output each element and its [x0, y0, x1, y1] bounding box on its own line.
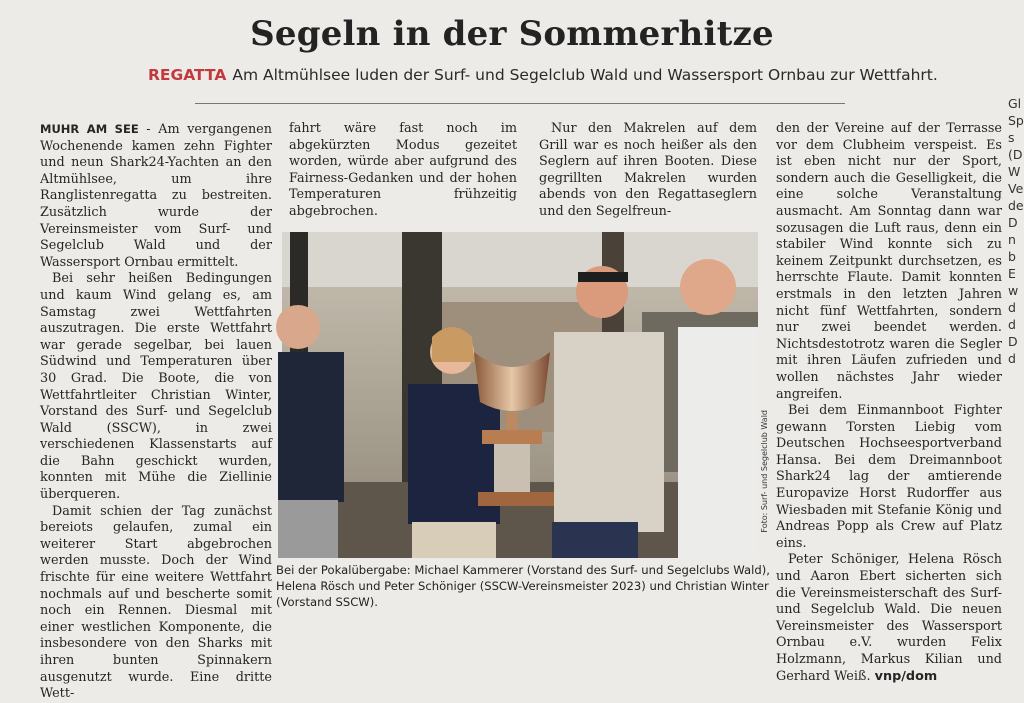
headline-divider — [195, 103, 845, 104]
paragraph: den der Vereine auf der Terrasse vor dem Clubheim verspeist. Es ist eben nicht nur der Sport, sondern auch die Geselligkeit, die eine solche Veranstaltung ausmacht. Am Sonntag dann war sozusagen die Luft raus, denn ein stabiler Wind konnte sich zu keinem Zeitpunkt durchsetzen, es herrschte Flaute. Damit konnten erstmals in den letzten Jahren nicht fünf Wettfahrten, sondern nur zwei beendet werden. Nichtsdestotrotz waren die Segler mit ihren Läufen zufrieden und wollen nächstes Jahr wieder angreifen. — [776, 121, 1002, 402]
edge-line: Sp — [1008, 113, 1024, 128]
subheadline-text: Am Altmühlsee luden der Surf- und Segelclub Wald und Wassersport Ornbau zur Wettfahrt. — [232, 66, 938, 84]
paragraph: Nur den Makrelen auf dem Grill war es noch heißer als den Seglern auf ihren Booten. Diese gegrillten Makrelen wurden abends von den Regattaseglern und den Segelfreun- — [539, 121, 757, 219]
adjacent-column-fragment — [1008, 95, 1024, 515]
paragraph: Bei dem Einmannboot Fighter gewann Torsten Liebig vom Deutschen Hochseesportverband Hansa. Bei dem Dreimannboot Shark24 lag der amtierende Europavize Horst Rudorffer aus Wiesbaden mit Stefanie König und Andreas Popp als Crew auf Platz eins. — [776, 403, 1002, 551]
edge-line: b — [1008, 249, 1016, 264]
article-column-4 — [776, 121, 1002, 685]
dateline: MUHR AM SEE — [40, 122, 139, 136]
edge-line: (D — [1008, 147, 1023, 162]
subheadline — [148, 66, 938, 84]
edge-line: d — [1008, 317, 1016, 332]
paragraph: Bei sehr heißen Bedingungen und kaum Wind gelang es, am Samstag zwei Wettfahrten auszutragen. Die erste Wettfahrt war gerade segelbar, bei lauen Südwind und Temperaturen über 30 Grad. Die Boote, die von Wettfahrtleiter Christian Winter, Vorstand des Surf- und Segelclub Wald (SSCW), in zwei verschiedenen Klassenstarts auf die Bahn geschickt wurden, konnten mit Mühe die Ziellinie überqueren. — [40, 271, 272, 503]
edge-line: d — [1008, 300, 1016, 315]
photo-credit: Foto: Surf- und Segelclub Wald — [760, 410, 769, 533]
section-kicker: REGATTA — [148, 66, 227, 84]
edge-line: E — [1008, 266, 1016, 281]
edge-line: d — [1008, 351, 1016, 366]
article-column-2 — [289, 121, 517, 221]
paragraph — [40, 121, 272, 271]
edge-line: Gl — [1008, 96, 1022, 111]
paragraph: Damit schien der Tag zunächst bereiots gelaufen, zumal ein weiterer Start abgebrochen werden musste. Doch der Wind frischte für eine weitere Wettfahrt nochmals auf und bescherte somit noch ein Rennen. Diesmal mit einer westlichen Komponente, die insbesondere von den Sharks mit ihren bunten Spinnakern ausgenutzt wurde. Eine dritte Wett- — [40, 503, 272, 702]
edge-line: Ve — [1008, 181, 1024, 196]
author-signature: vnp/dom — [874, 668, 938, 684]
edge-line: w — [1008, 283, 1019, 298]
edge-line: s — [1008, 130, 1015, 145]
photo-caption: Bei der Pokalübergabe: Michael Kammerer (Vorstand des Surf- und Segelclubs Wald), Helena Rösch und Peter Schöniger (SSCW-Vereinsmeister 2023) und Christian Winter (Vorstand SSCW). — [276, 563, 770, 609]
article-column-1 — [40, 121, 272, 703]
edge-line: de — [1008, 198, 1024, 213]
paragraph — [776, 552, 1002, 685]
paragraph-text: - Am vergangenen Wochenende kamen zehn Fighter und neun Shark24-Yachten an den Altmühlsee, um ihre Ranglistenregatta zu bestreiten. Zusätzlich wurde der Vereinsmeister vom Surf- und Segelclub Wald und der Wassersport Ornbau ermittelt. — [40, 122, 272, 270]
paragraph-text: Peter Schöniger, Helena Rösch und Aaron Ebert sicherten sich die Vereinsmeisterschaft des Surf- und Segelclub Wald. Die neuen Vereinsmeister des Wassersport Ornbau e.V. wurden Felix Holzmann, Markus Kilian und Gerhard Weiß. — [776, 552, 1002, 684]
edge-line: W — [1008, 164, 1021, 179]
award-photo — [282, 232, 758, 558]
edge-line: D — [1008, 334, 1018, 349]
headline: Segeln in der Sommerhitze — [250, 14, 774, 54]
photo-illustration — [282, 232, 758, 558]
article-column-3 — [539, 121, 757, 221]
paragraph: fahrt wäre fast noch im abgekürzten Modus gezeitet worden, würde aber aufgrund des Fairness-Gedanken und der hohen Temperaturen frühzeitig abgebrochen. — [289, 121, 517, 219]
edge-line: D — [1008, 215, 1018, 230]
edge-line: n — [1008, 232, 1016, 247]
